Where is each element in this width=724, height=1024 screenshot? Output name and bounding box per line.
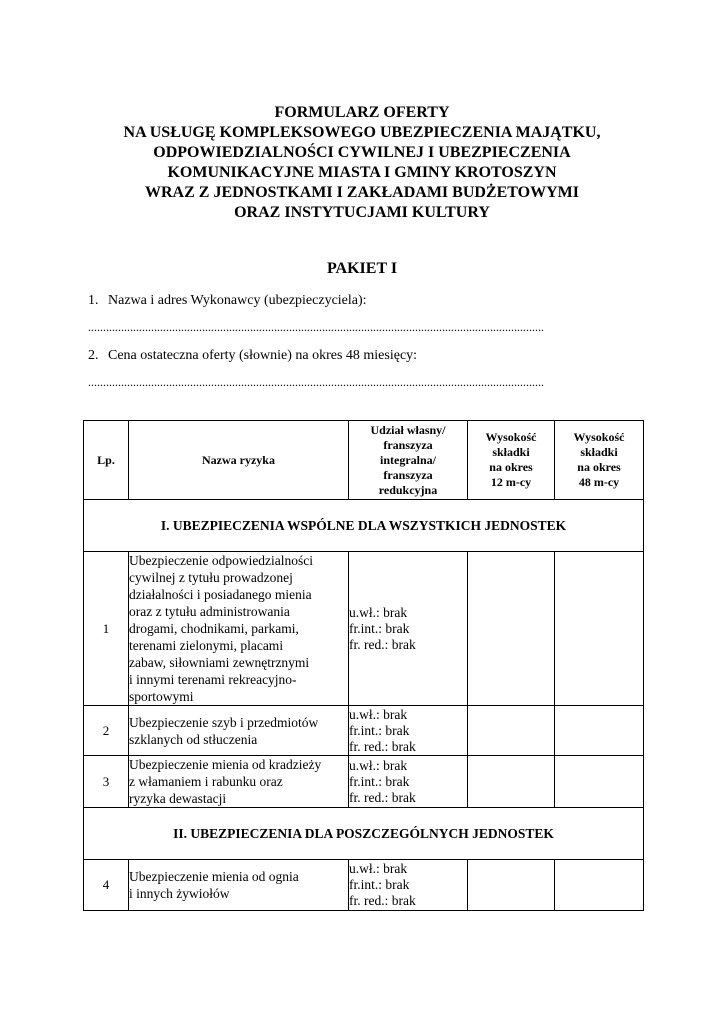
risk-name-line: z włamaniem i rabunku oraz	[129, 774, 283, 789]
row-deductible	[349, 756, 468, 808]
premium-12-cell[interactable]	[468, 860, 555, 911]
risk-name-line: cywilnej z tytułu prowadzonej	[129, 570, 293, 585]
row-deductible	[349, 860, 468, 911]
risk-name-line: szklanych od stłuczenia	[129, 731, 258, 747]
risk-name-line: Ubezpieczenie szyb i przedmiotów	[129, 714, 319, 730]
table-header-row	[84, 421, 644, 500]
title-line: WRAZ Z JEDNOSTKAMI I ZAKŁADAMI BUDŻETOWYMI	[145, 184, 579, 201]
row-deductible	[349, 552, 468, 706]
header-line: składki	[492, 445, 530, 459]
question-price	[88, 347, 417, 365]
header-line: franszyza	[383, 437, 433, 452]
row-risk-name	[129, 552, 349, 706]
header-line: franszyza	[383, 467, 433, 482]
question-text: Cena ostateczna oferty (słownie) na okres 48 miesięcy:	[108, 348, 418, 363]
header-line: redukcyjna	[378, 482, 438, 497]
document-title	[60, 103, 664, 223]
deductible-own: u.wł.: brak	[349, 706, 408, 722]
question-text: Nazwa i adres Wykonawcy (ubezpieczyciela):	[108, 293, 367, 308]
header-line: 48 m-cy	[578, 475, 620, 489]
deductible-reduction: fr. red.: brak	[349, 789, 416, 805]
risk-name-line: działalności i posiadanego mienia	[129, 587, 312, 602]
section-row	[84, 500, 644, 552]
risk-table	[83, 420, 644, 911]
header-lp: Lp.	[84, 421, 129, 500]
section-row	[84, 808, 644, 860]
question-contractor	[88, 292, 367, 310]
risk-name-line: i innymi terenami rekreacyjno-	[129, 672, 297, 687]
premium-48-cell[interactable]	[555, 552, 644, 706]
row-risk-name	[129, 756, 349, 808]
row-deductible	[349, 706, 468, 756]
header-line: Wysokość	[485, 430, 537, 444]
risk-name-line: Ubezpieczenie mienia od ognia	[129, 869, 299, 884]
deductible-reduction: fr. red.: brak	[349, 893, 416, 908]
premium-48-cell[interactable]	[555, 860, 644, 911]
table-row	[84, 756, 644, 808]
header-line: 12 m-cy	[490, 475, 532, 489]
risk-name-line: sportowymi	[129, 689, 194, 704]
risk-name-line: Ubezpieczenie mienia od kradzieży	[129, 757, 322, 772]
premium-12-cell[interactable]	[468, 706, 555, 756]
deductible-integral: fr.int.: brak	[349, 722, 410, 738]
header-premium-48	[555, 421, 644, 500]
deductible-integral: fr.int.: brak	[349, 620, 410, 636]
price-fill-line[interactable]: ........................................................................................................................................................	[88, 375, 544, 389]
deductible-own: u.wł.: brak	[349, 757, 408, 773]
title-line: ORAZ INSTYTUCJAMI KULTURY	[234, 204, 490, 221]
row-lp: 1	[84, 552, 129, 706]
title-line: ODPOWIEDZIALNOŚCI CYWILNEJ I UBEZPIECZENIA	[153, 144, 571, 161]
header-line: na okres	[577, 460, 621, 474]
risk-name-line: i innych żywiołów	[129, 886, 230, 901]
header-line: integralna/	[380, 452, 436, 467]
deductible-own: u.wł.: brak	[349, 861, 408, 876]
title-line: KOMUNIKACYJNE MIASTA I GMINY KROTOSZYN	[167, 164, 557, 181]
section-common-heading: I. UBEZPIECZENIA WSPÓLNE DLA WSZYSTKICH JEDNOSTEK	[84, 500, 644, 552]
header-deductible	[349, 421, 468, 500]
header-line: składki	[580, 445, 618, 459]
row-risk-name	[129, 706, 349, 756]
section-individual-heading: II. UBEZPIECZENIA DLA POSZCZEGÓLNYCH JEDNOSTEK	[84, 808, 644, 860]
title-line: FORMULARZ OFERTY	[274, 104, 450, 121]
risk-name-line: ryzyka dewastacji	[129, 791, 227, 806]
risk-name-line: Ubezpieczenie odpowiedzialności	[129, 553, 314, 568]
title-line: NA USŁUGĘ KOMPLEKSOWEGO UBEZPIECZENIA MAJĄTKU,	[123, 124, 601, 141]
deductible-own: u.wł.: brak	[349, 604, 408, 620]
risk-name-line: zabaw, siłowniami zewnętrznymi	[129, 655, 310, 670]
table-row	[84, 552, 644, 706]
question-number: 2.	[88, 348, 99, 363]
risk-name-line: terenami zielonymi, placami	[129, 638, 284, 653]
row-lp: 3	[84, 756, 129, 808]
package-heading: PAKIET I	[326, 260, 398, 277]
row-lp: 4	[84, 860, 129, 911]
risk-name-line: oraz z tytułu administrowania	[129, 604, 290, 619]
premium-48-cell[interactable]	[555, 756, 644, 808]
header-line: Wysokość	[573, 430, 625, 444]
row-risk-name	[129, 860, 349, 911]
premium-48-cell[interactable]	[555, 706, 644, 756]
deductible-integral: fr.int.: brak	[349, 773, 410, 789]
contractor-fill-line[interactable]: ........................................................................................................................................................	[88, 320, 544, 334]
deductible-integral: fr.int.: brak	[349, 877, 410, 892]
premium-12-cell[interactable]	[468, 756, 555, 808]
table-row	[84, 706, 644, 756]
table-row	[84, 860, 644, 911]
header-line: Udział własny/	[370, 422, 446, 437]
header-line: na okres	[489, 460, 533, 474]
question-number: 1.	[88, 293, 99, 308]
deductible-reduction: fr. red.: brak	[349, 738, 416, 754]
premium-12-cell[interactable]	[468, 552, 555, 706]
header-premium-12	[468, 421, 555, 500]
risk-name-line: drogami, chodnikami, parkami,	[129, 621, 299, 636]
deductible-reduction: fr. red.: brak	[349, 636, 416, 652]
row-lp: 2	[84, 706, 129, 756]
header-risk-name: Nazwa ryzyka	[129, 421, 349, 500]
